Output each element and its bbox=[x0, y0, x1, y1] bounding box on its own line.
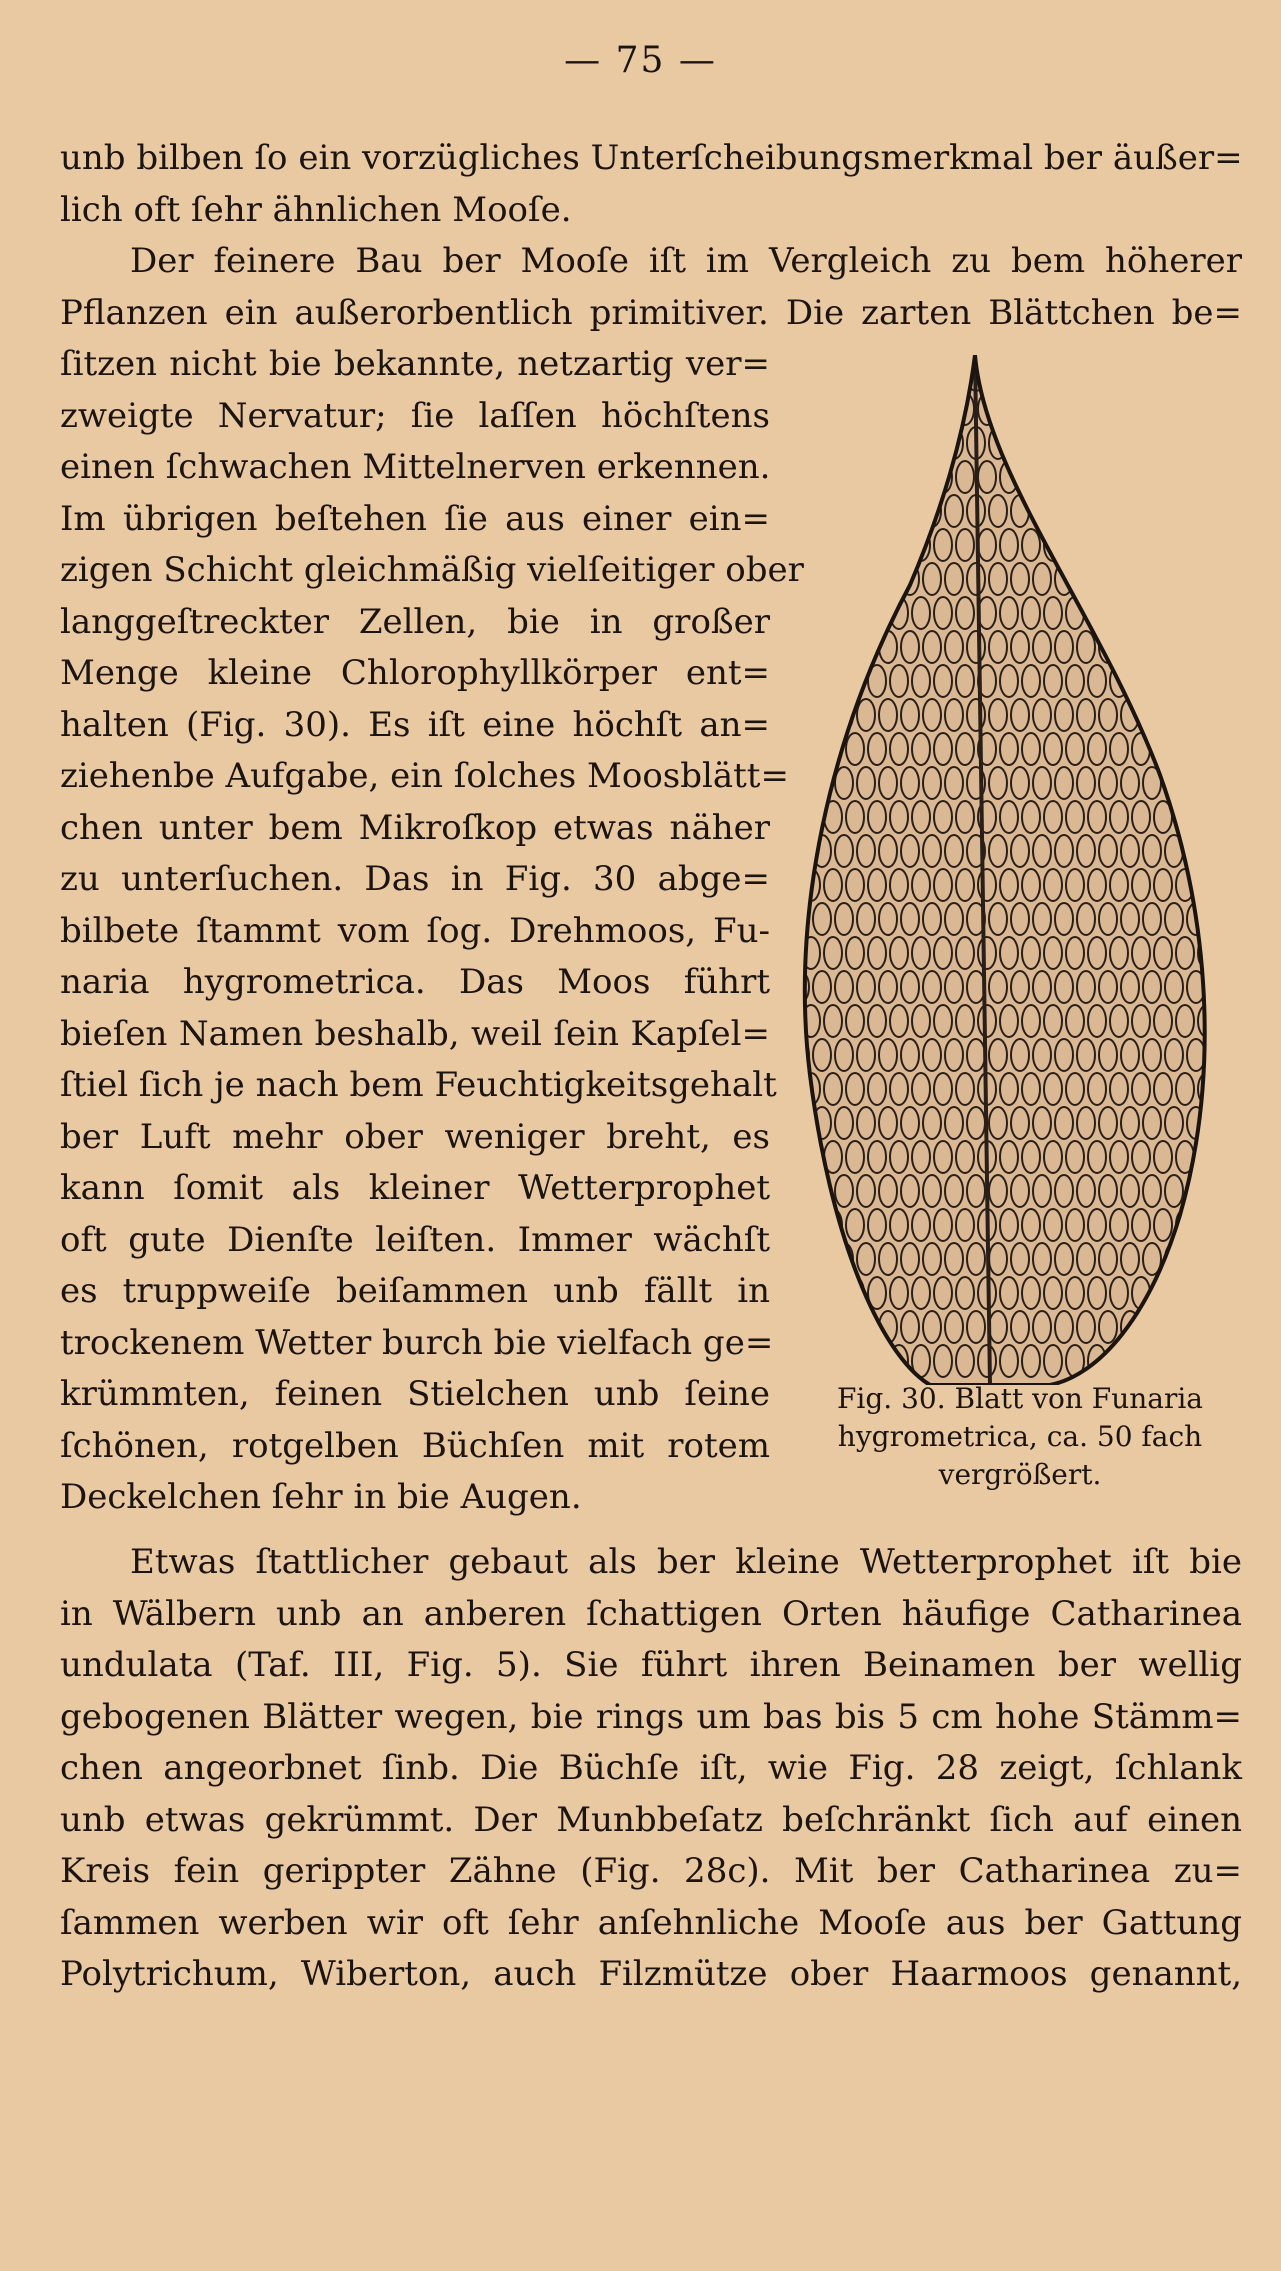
text-line: Deckelchen ſehr in bie Augen. bbox=[60, 1477, 582, 1517]
text-line: bieſen Namen beshalb, weil ſein Kapſel= bbox=[60, 1013, 770, 1054]
text-line: ſitzen nicht bie bekannte, netzartig ver= bbox=[60, 344, 770, 384]
text-line: es truppweiſe beiſammen unb fällt in bbox=[60, 1271, 770, 1311]
text-line: kann ſomit als kleiner Wetterprophet bbox=[60, 1168, 770, 1208]
text-line: Der feinere Bau ber Mooſe iſt im Vergleich zu bem höherer bbox=[130, 241, 1242, 281]
text-line: oft gute Dienſte leiſten. Immer wächſt bbox=[60, 1219, 770, 1260]
text-line: gebogenen Blätter wegen, bie rings um bas bis 5 cm hohe Stämm= bbox=[60, 1696, 1242, 1737]
text-line: chen unter bem Mikroſkop etwas näher bbox=[60, 807, 770, 848]
text-line: Menge kleine Chlorophyllkörper ent= bbox=[60, 653, 770, 693]
figure-caption bbox=[790, 1380, 1250, 1494]
text-line: unb etwas gekrümmt. Der Munbbeſatz beſchränkt ſich auf einen bbox=[60, 1799, 1242, 1840]
text-line: ber Luft mehr ober weniger breht, es bbox=[60, 1116, 770, 1157]
moss-leaf-figure bbox=[800, 355, 1240, 1385]
text-line: Kreis fein gerippter Zähne (Fig. 28c). Mit ber Catharinea zu= bbox=[60, 1851, 1242, 1891]
text-line: undulata (Taf. III, Fig. 5). Sie führt ihren Beinamen ber wellig bbox=[60, 1645, 1242, 1685]
text-line: bilbete ſtammt vom ſog. Drehmoos, Fu- bbox=[60, 910, 770, 951]
text-line: in Wälbern unb an anberen ſchattigen Orten häufige Catharinea bbox=[60, 1593, 1242, 1634]
text-line: lich oft ſehr ähnlichen Mooſe. bbox=[60, 189, 572, 230]
text-line: ſtiel ſich je nach bem Feuchtigkeitsgehalt bbox=[60, 1065, 777, 1105]
text-line: trockenem Wetter burch bie vielfach ge= bbox=[60, 1322, 774, 1363]
caption-line: vergrößert. bbox=[938, 1458, 1102, 1491]
text-line: Etwas ſtattlicher gebaut als ber kleine Wetterprophet iſt bie bbox=[130, 1542, 1242, 1582]
text-line: ſammen werben wir oft ſehr anſehnliche Mooſe aus ber Gattung bbox=[60, 1902, 1242, 1943]
text-line: krümmten, feinen Stielchen unb ſeine bbox=[60, 1374, 770, 1414]
text-line: Im übrigen beſtehen ſie aus einer ein= bbox=[60, 498, 770, 539]
text-line: langgeſtreckter Zellen, bie in großer bbox=[60, 601, 770, 642]
text-line: chen angeorbnet ſinb. Die Büchſe iſt, wie Fig. 28 zeigt, ſchlank bbox=[60, 1748, 1242, 1788]
text-line: zigen Schicht gleichmäßig vielſeitiger ober bbox=[60, 550, 804, 590]
text-line: halten (Fig. 30). Es iſt eine höchſt an= bbox=[60, 704, 770, 745]
text-line: unb bilben ſo ein vorzügliches Unterſcheibungsmerkmal ber äußer= bbox=[60, 138, 1243, 178]
text-line: zweigte Nervatur; ſie laſſen höchſtens bbox=[60, 395, 770, 436]
text-line: einen ſchwachen Mittelnerven erkennen. bbox=[60, 447, 771, 487]
text-line: Pflanzen ein außerorbentlich primitiver. Die zarten Blättchen be= bbox=[60, 292, 1242, 333]
text-line: zu unterſuchen. Das in Fig. 30 abge= bbox=[60, 859, 770, 899]
caption-line: hygrometrica, ca. 50 fach bbox=[837, 1420, 1203, 1453]
caption-line: Fig. 30. Blatt von Funaria bbox=[837, 1382, 1203, 1415]
page-number: — 75 — bbox=[564, 40, 717, 81]
text-line: ſchönen, rotgelben Büchſen mit rotem bbox=[60, 1425, 770, 1466]
text-line: ziehenbe Aufgabe, ein ſolches Moosblätt= bbox=[60, 756, 789, 796]
text-line: naria hygrometrica. Das Moos führt bbox=[60, 962, 770, 1002]
text-line: Polytrichum, Wiberton, auch Filzmütze ober Haarmoos genannt, bbox=[60, 1954, 1242, 1994]
